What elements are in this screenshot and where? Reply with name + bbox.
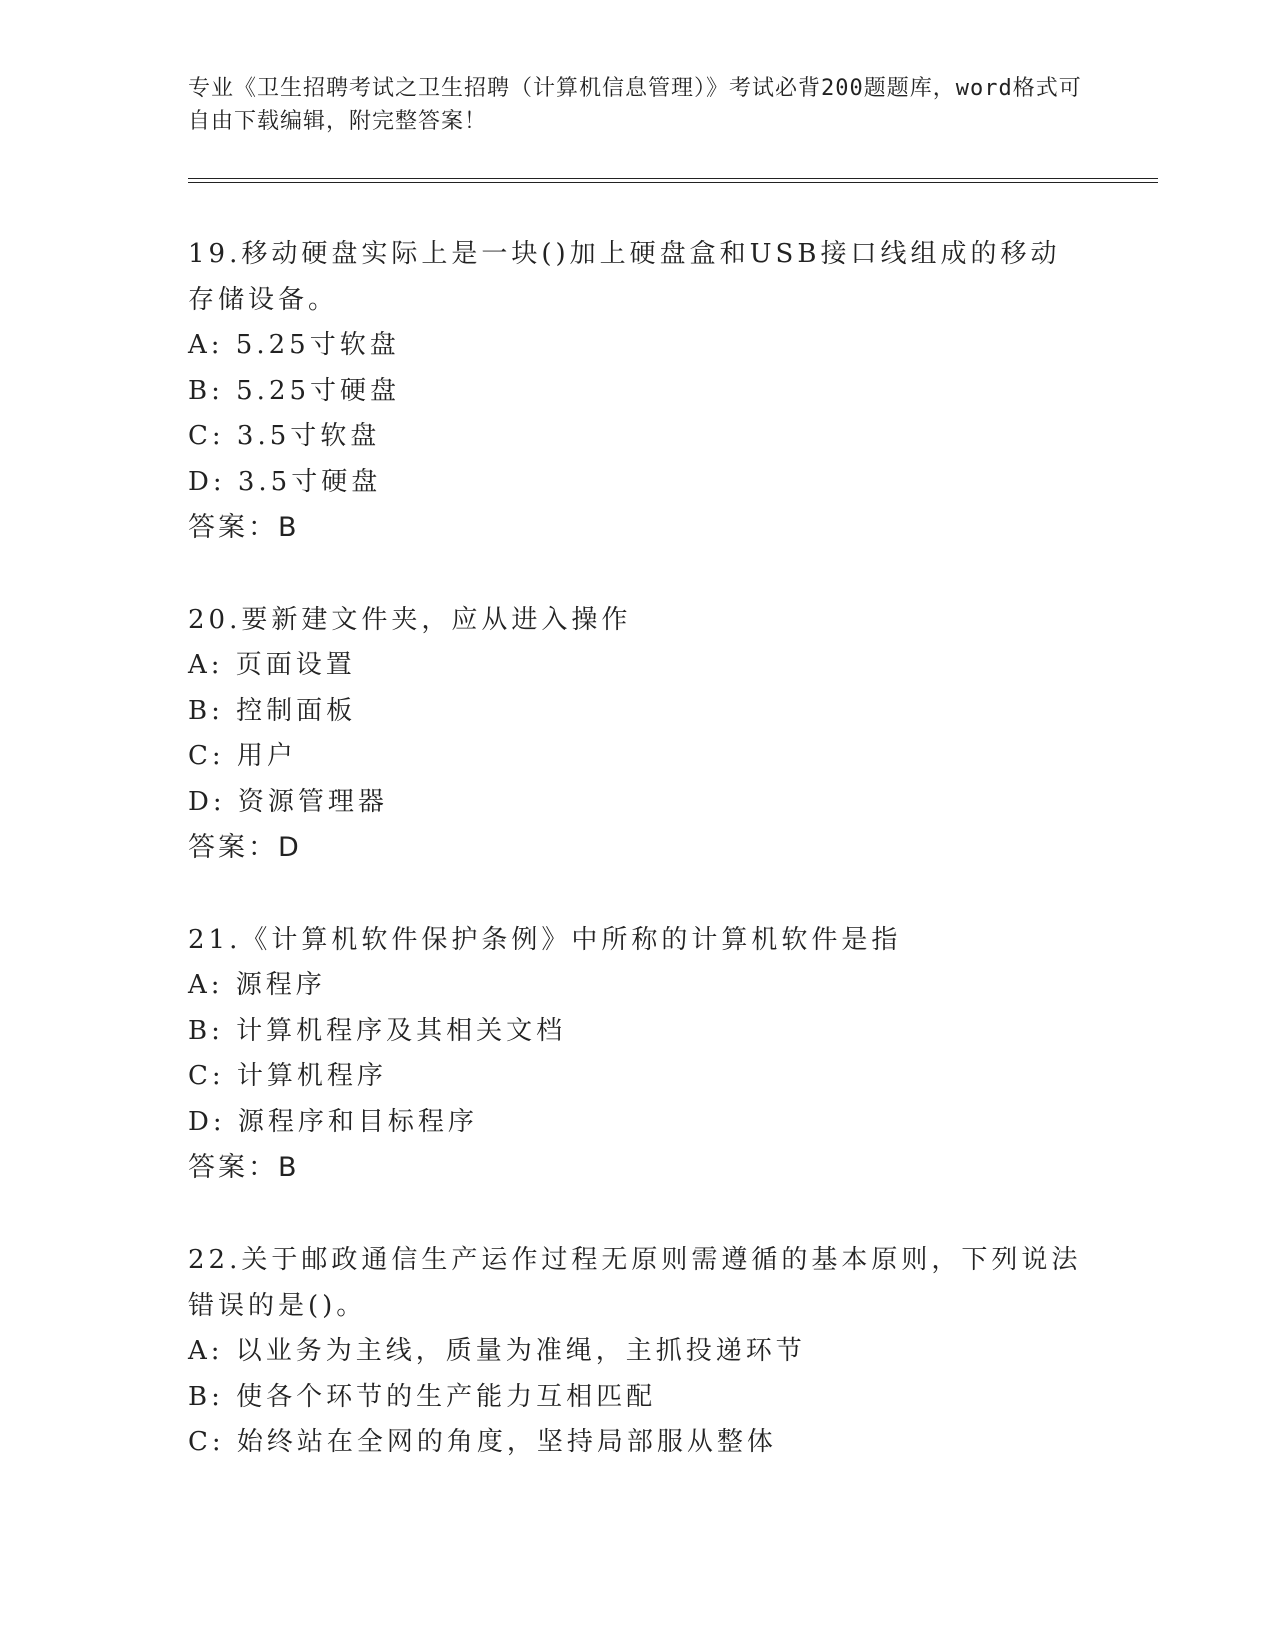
option-c: C: 计算机程序 bbox=[188, 1061, 387, 1091]
option-c: C: 始终站在全网的角度，坚持局部服从整体 bbox=[188, 1427, 777, 1457]
question-19 bbox=[188, 231, 1148, 551]
question-text: 22.关于邮政通信生产运作过程无原则需遵循的基本原则，下列说法错误的是()。 bbox=[188, 1245, 1082, 1321]
option-b: B: 控制面板 bbox=[188, 695, 357, 726]
document-header: 专业《卫生招聘考试之卫生招聘（计算机信息管理）》考试必背200题题库，word格式可自由下载编辑，附完整答案！ bbox=[188, 76, 1082, 134]
option-c: C: 3.5寸软盘 bbox=[188, 421, 381, 451]
option-b: B: 使各个环节的生产能力互相匹配 bbox=[188, 1381, 657, 1412]
option-b: B: 计算机程序及其相关文档 bbox=[188, 1015, 567, 1046]
answer-line: 答案：B bbox=[188, 512, 300, 543]
header-double-rule bbox=[188, 178, 1158, 183]
question-text: 19.移动硬盘实际上是一块()加上硬盘盒和USB接口线组成的移动存储设备。 bbox=[188, 239, 1061, 315]
option-a: A: 源程序 bbox=[188, 970, 326, 1000]
question-22 bbox=[188, 1237, 1148, 1466]
question-20 bbox=[188, 597, 1148, 871]
option-c: C: 用户 bbox=[188, 741, 297, 771]
document-page bbox=[188, 0, 1148, 1512]
option-a: A: 5.25寸软盘 bbox=[188, 330, 400, 360]
option-d: D: 源程序和目标程序 bbox=[188, 1106, 478, 1137]
question-text: 20.要新建文件夹，应从进入操作 bbox=[188, 605, 632, 635]
option-d: D: 3.5寸硬盘 bbox=[188, 466, 382, 497]
option-a: A: 页面设置 bbox=[188, 650, 356, 680]
answer-line: 答案：D bbox=[188, 832, 302, 863]
question-text: 21.《计算机软件保护条例》中所称的计算机软件是指 bbox=[188, 925, 902, 955]
answer-line: 答案：B bbox=[188, 1152, 300, 1183]
question-21 bbox=[188, 917, 1148, 1191]
question-list bbox=[188, 231, 1148, 1466]
option-d: D: 资源管理器 bbox=[188, 786, 388, 817]
option-a: A: 以业务为主线，质量为准绳，主抓投递环节 bbox=[188, 1336, 806, 1366]
option-b: B: 5.25寸硬盘 bbox=[188, 375, 401, 406]
